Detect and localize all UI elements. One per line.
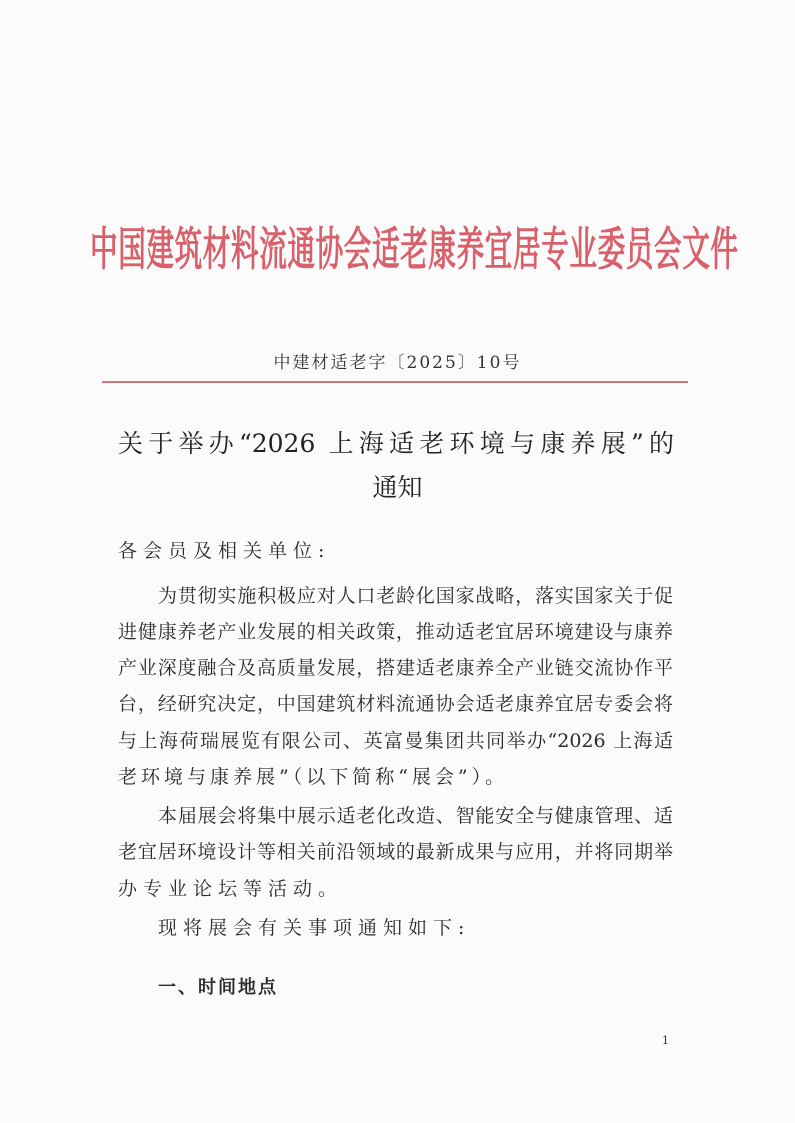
body-line: 办专业论坛等活动。 [118, 878, 344, 900]
section-heading: 一、时间地点 [158, 977, 278, 998]
body-line: 现将展会有关事项通知如下: [158, 917, 471, 939]
salutation: 各会员及相关单位: [118, 540, 331, 562]
body-line: 为贯彻实施积极应对人口老龄化国家战略，落实国家关于促 [158, 585, 673, 607]
page-number: 1 [662, 1034, 669, 1047]
body-line: 与上海荷瑞展览有限公司、英富曼集团共同举办“2026 上海适 [118, 730, 673, 752]
document-number: 中建材适老字〔2025〕10号 [273, 353, 522, 373]
document-title-line-2: 通知 [372, 473, 423, 502]
body-line: 老环境与康养展”（以下简称“展会”）。 [118, 766, 509, 788]
body-line: 产业深度融合及高质量发展，搭建适老康养全产业链交流协作平 [118, 657, 673, 679]
body-line: 台，经研究决定，中国建筑材料流通协会适老康养宜居专委会将 [118, 693, 673, 715]
organization-letterhead [90, 218, 739, 280]
red-divider [102, 381, 688, 383]
body-line: 进健康养老产业发展的相关政策，推动适老宜居环境建设与康养 [118, 621, 673, 643]
letterhead-text: 中国建筑材料流通协会适老康养宜居专业委员会文件 [90, 222, 739, 276]
body-line: 本届展会将集中展示适老化改造、智能安全与健康管理、适 [158, 805, 673, 827]
document-title-line-1: 关于举办“2026 上海适老环境与康养展”的 [118, 429, 674, 458]
body-line: 老宜居环境设计等相关前沿领域的最新成果与应用，并将同期举 [118, 841, 673, 863]
